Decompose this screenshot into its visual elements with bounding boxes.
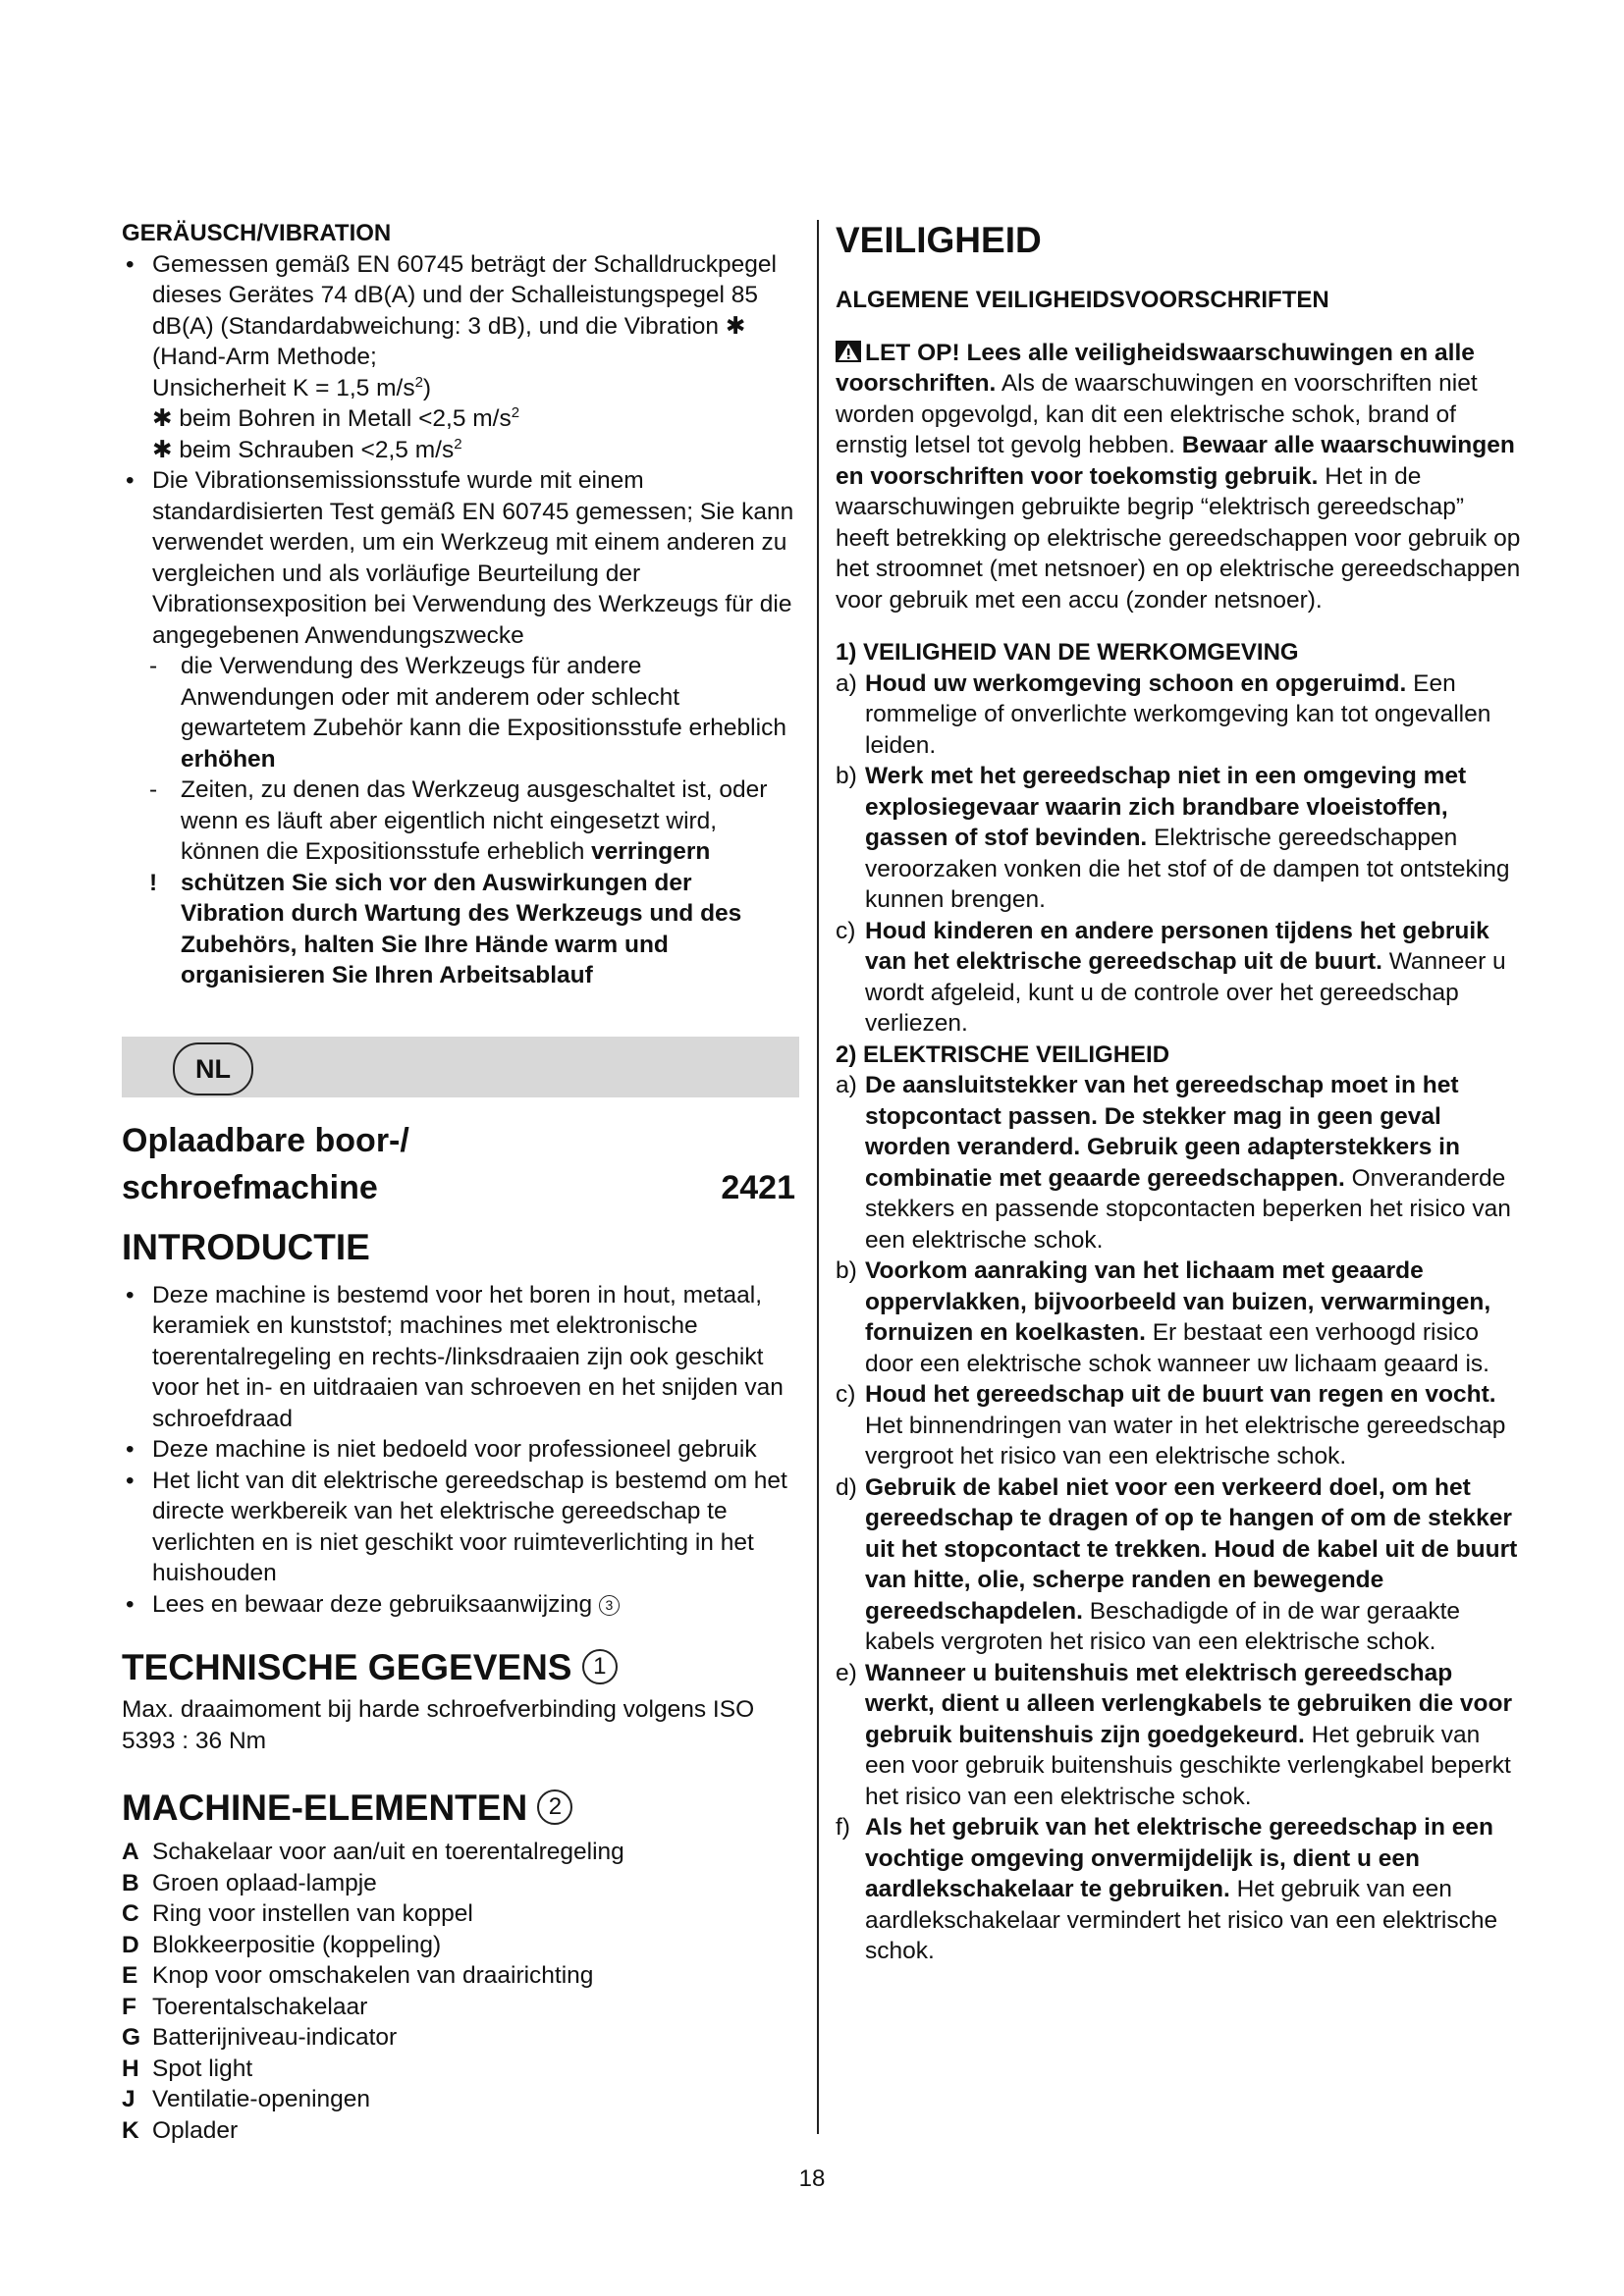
element-key: E: [122, 1962, 138, 1989]
noise-sub-item-1-bold: erhöhen: [181, 745, 276, 773]
introduction-title: INTRODUCTIE: [122, 1226, 370, 1267]
rule-key: d): [836, 1473, 857, 1501]
element-key: A: [122, 1839, 139, 1865]
dash-marker: -: [149, 653, 158, 679]
uncertainty-text: Unsicherheit K = 1,5 m/s: [152, 374, 415, 401]
rule-key: e): [836, 1659, 857, 1686]
element-label: Knop voor omschakelen van draairichting: [152, 1962, 594, 1989]
rule-key: b): [836, 763, 857, 789]
language-bar: [122, 1037, 799, 1097]
technical-data-title-text: TECHNISCHE GEGEVENS: [122, 1647, 572, 1687]
rule-bold: Werk met het gereedschap niet in een omgeving met explosiegevaar waarin zich brandbare vloeistoffen, gassen of stof bevinden.: [865, 763, 1467, 851]
noise-bullet-1-text: Gemessen gemäß EN 60745 beträgt der Schalldruckpegel dieses Gerätes 74 dB(A) und der Schalleistungspegel 85 dB(A) (Standardabweichung: 3 dB), und die Vibration ✱ (Hand-Arm Methode;: [152, 250, 777, 370]
noise-bullet-1: [122, 249, 799, 466]
product-title-line-2: schroefmachine: [122, 1168, 378, 1206]
warning-text-1: Als de waarschuwingen en voorschriften niet worden opgevolgd, kan dit een elektrische schok, brand of ernstig letsel tot gevolg hebben.: [836, 370, 1478, 458]
technical-data-section: [122, 1645, 799, 1756]
machine-elements-title: [122, 1786, 799, 1831]
element-label: Blokkeerpositie (koppeling): [152, 1931, 442, 1958]
technical-data-title: [122, 1645, 799, 1690]
machine-elements-section: [122, 1786, 799, 2146]
vibration-drilling: [152, 403, 799, 435]
element-key: C: [122, 1900, 139, 1927]
work-area-safety-list: [836, 668, 1523, 1040]
machine-element-item: [122, 2115, 799, 2147]
rule-text: Het binnendringen van water in het elektrische gereedschap vergroot het risico van een elektrische schok.: [865, 1412, 1506, 1469]
vibration-drilling-text: ✱ beim Bohren in Metall <2,5 m/s: [152, 405, 512, 432]
superscript: 2: [511, 403, 520, 421]
intro-bullet-4-text: Lees en bewaar deze gebruiksaanwijzing: [152, 1590, 593, 1618]
rule-text: Elektrische gereedschappen veroorzaken vonken die het stof of de dampen tot ontsteking kunnen brengen.: [865, 825, 1510, 913]
noise-bullet-list: [122, 249, 799, 652]
machine-element-item: [122, 1868, 799, 1899]
introduction-list: [122, 1280, 799, 1621]
language-badge: NL: [173, 1042, 253, 1095]
machine-element-item: [122, 2054, 799, 2085]
rule-bold: De aansluitstekker van het gereedschap moet in het stopcontact passen. De stekker mag in geen geval worden veranderd. Gebruik geen adapterstekkers in combinatie met geaarde gereedschappen.: [865, 1072, 1460, 1192]
page-number: 18: [798, 2165, 826, 2192]
noise-sub-item-2-bold: verringern: [591, 838, 711, 865]
element-key: H: [122, 2055, 139, 2082]
safety-rule: [836, 1379, 1523, 1472]
rule-text: Er bestaat een verhoogd risico door een elektrische schok wanneer uw lichaam geaard is.: [865, 1319, 1489, 1377]
column-divider: [817, 220, 819, 2134]
rule-text: Beschadigde of in de war geraakte kabels vergroten het risico van een elektrische schok.: [865, 1597, 1461, 1655]
product-title-line-1: Oplaadbare boor-/: [122, 1121, 409, 1159]
rule-bold: Gebruik de kabel niet voor een verkeerd doel, om het gereedschap te dragen of op te hangen of om de stekker uit het stopcontact te trekken. Houd de kabel uit de buurt van hitte, olie, scherpe randen en bewegende gereedschapdelen.: [865, 1473, 1518, 1625]
safety-title: VEILIGHEID: [836, 220, 1042, 260]
superscript: 2: [414, 373, 423, 391]
intro-bullet-3: • Het licht van dit elektrische gereedschap is bestemd om het directe werkbereik van het elektrische gereedschap te verlichten en is niet geschikt voor ruimteverlichting in het huishouden: [122, 1466, 799, 1589]
intro-bullet-2: • Deze machine is niet bedoeld voor professioneel gebruik: [122, 1434, 799, 1466]
noise-sub-item-2: [122, 774, 799, 868]
noise-vibration-title: GERÄUSCH/VIBRATION: [122, 220, 392, 246]
electrical-safety-title: 2) ELEKTRISCHE VEILIGHEID: [836, 1041, 1170, 1068]
figure-reference-2: 2: [537, 1789, 572, 1825]
dash-marker: -: [149, 776, 158, 803]
introduction-section: [122, 1225, 799, 1621]
rule-key: b): [836, 1257, 857, 1284]
vibration-screwing: [152, 435, 799, 466]
figure-reference-1: 1: [582, 1649, 618, 1684]
electrical-safety-list: [836, 1070, 1523, 1967]
element-key: J: [122, 2086, 135, 2112]
element-label: Spot light: [152, 2055, 253, 2082]
safety-rule: [836, 1472, 1523, 1658]
machine-element-item: [122, 2022, 799, 2054]
rule-text: Een rommelige of onverlichte werkomgeving kan tot ongevallen leiden.: [865, 669, 1491, 759]
element-key: G: [122, 2024, 141, 2051]
warning-text-2: Het in de waarschuwingen gebruikte begrip “elektrisch gereedschap” heeft betrekking op elektrische gereedschappen voor gebruik op het stroomnet (met netsnoer) en op elektrische gereedschappen voor gebruik met een accu (zonder netsnoer).: [836, 462, 1521, 614]
right-column: [836, 218, 1523, 1967]
rule-text: Wanneer u wordt afgeleid, kunt u de controle over het gereedschap verliezen.: [865, 948, 1506, 1037]
rule-bold: Voorkom aanraking van het lichaam met geaarde oppervlakken, bijvoorbeeld van buizen, verwarmingen, fornuizen en koelkasten.: [865, 1257, 1491, 1346]
machine-element-item: [122, 2084, 799, 2115]
element-label: Toerentalschakelaar: [152, 1993, 368, 2020]
rule-text: Onveranderde stekkers en passende stopcontacten beperken het risico van een elektrische schok.: [865, 1164, 1511, 1254]
vibration-screwing-text: ✱ beim Schrauben <2,5 m/s: [152, 436, 455, 463]
uncertainty-close: ): [422, 374, 432, 401]
noise-bullet-2: [122, 465, 799, 651]
technical-data-text: Max. draaimoment bij harde schroefverbinding volgens ISO 5393 : 36 Nm: [122, 1696, 755, 1754]
noise-sub-item-3-bold: schützen Sie sich vor den Auswirkungen der Vibration durch Wartung des Werkzeugs und des Zubehörs, halten Sie Ihre Hände warm und organisieren Sie Ihren Arbeitsablauf: [181, 869, 742, 988]
noise-bullet-2-text: Die Vibrationsemissionsstufe wurde mit einem standardisierten Test gemäß EN 60745 gemessen; Sie kann verwendet werden, um ein Werkzeug mit einem anderen zu vergleichen und als vorläufige Beurteilung der Vibrationsexposition bei Verwendung des Werkzeugs für die angegebenen Anwendungszwecke: [152, 467, 794, 649]
machine-element-item: [122, 1898, 799, 1930]
work-area-safety-title: 1) VEILIGHEID VAN DE WERKOMGEVING: [836, 639, 1299, 666]
machine-element-item: [122, 1930, 799, 1961]
general-safety-title: ALGEMENE VEILIGHEIDSVOORSCHRIFTEN: [836, 287, 1329, 313]
rule-bold: Als het gebruik van het elektrische gereedschap in een vochtige omgeving onvermijdelijk is, dient u een aardlekschakelaar te gebruiken.: [865, 1814, 1493, 1902]
intro-bullet-1: • Deze machine is bestemd voor het boren in hout, metaal, keramiek en kunststof; machines met elektronische toerentalregeling en rechts-/linksdraaien zijn ook geschikt voor het in- en uitdraaien van schroeven en het snijden van schroefdraad: [122, 1280, 799, 1435]
noise-sub-item-3: [122, 868, 799, 991]
rule-key: a): [836, 669, 857, 697]
intro-bullet-4: [122, 1589, 799, 1621]
rule-key: c): [836, 1381, 856, 1408]
machine-element-item: [122, 1960, 799, 1992]
rule-key: c): [836, 917, 856, 944]
electrical-safety-section: [836, 1040, 1523, 1967]
element-label: Ventilatie-openingen: [152, 2086, 371, 2112]
machine-element-item: [122, 1992, 799, 2023]
machine-elements-title-text: MACHINE-ELEMENTEN: [122, 1788, 528, 1828]
machine-elements-list: [122, 1837, 799, 2146]
element-label: Batterijniveau-indicator: [152, 2024, 398, 2051]
noise-sub-item-1-text: die Verwendung des Werkzeugs für andere Anwendungen oder mit anderem oder schlecht gewartetem Zubehör kann die Expositionsstufe erheblich: [181, 653, 786, 741]
rule-key: a): [836, 1072, 857, 1098]
product-title: [122, 1117, 799, 1211]
element-key: B: [122, 1869, 139, 1896]
element-key: F: [122, 1993, 136, 2020]
warning-triangle-icon: [836, 341, 861, 362]
product-number: 2421: [721, 1168, 795, 1206]
noise-vibration-section: [122, 218, 799, 991]
element-key: D: [122, 1931, 139, 1958]
rule-bold: Houd uw werkomgeving schoon en opgeruimd.: [865, 669, 1407, 697]
element-label: Groen oplaad-lampje: [152, 1869, 377, 1896]
safety-rule: [836, 761, 1523, 916]
safety-rule: [836, 1070, 1523, 1255]
noise-sub-item-2-text: Zeiten, zu denen das Werkzeug ausgeschaltet ist, oder wenn es läuft aber eigentlich nicht eingesetzt wird, können die Expositionsstufe erheblich: [181, 776, 768, 865]
warning-bold-2: Bewaar alle waarschuwingen en voorschriften voor toekomstig gebruik.: [836, 432, 1515, 490]
element-label: Schakelaar voor aan/uit en toerentalregeling: [152, 1839, 624, 1865]
general-warning-paragraph: [836, 338, 1523, 616]
noise-sub-item-1: [122, 651, 799, 774]
safety-rule: [836, 1812, 1523, 1967]
uncertainty-line: [152, 373, 799, 404]
safety-rule: [836, 916, 1523, 1040]
rule-text: Het gebruik van een voor gebruik buitenshuis geschikte verlengkabel beperkt het risico van een elektrische schok.: [865, 1721, 1511, 1810]
safety-rule: [836, 668, 1523, 762]
warning-bold-1: LET OP! Lees alle veiligheidswaarschuwingen en alle voorschriften.: [836, 339, 1475, 397]
rule-bold: Wanneer u buitenshuis met elektrisch gereedschap werkt, dient u alleen verlengkabels te gebruiken die voor gebruik buitenshuis zijn goedgekeurd.: [865, 1659, 1512, 1748]
element-key: K: [122, 2116, 139, 2144]
superscript: 2: [454, 435, 462, 453]
left-column: [122, 218, 799, 2146]
rule-bold: Houd het gereedschap uit de buurt van regen en vocht.: [865, 1381, 1496, 1408]
machine-element-item: [122, 1837, 799, 1868]
rule-key: f): [836, 1814, 850, 1841]
element-label: Ring voor instellen van koppel: [152, 1900, 473, 1927]
element-label: Oplader: [152, 2116, 239, 2144]
rule-bold: Houd kinderen en andere personen tijdens het gebruik van het elektrische gereedschap uit de buurt.: [865, 917, 1489, 975]
work-area-safety-section: [836, 637, 1523, 1040]
rule-text: Het gebruik van een aardlekschakelaar vermindert het risico van een elektrische schok.: [865, 1876, 1498, 1964]
figure-reference-3: 3: [599, 1595, 620, 1616]
safety-rule: [836, 1255, 1523, 1379]
safety-rule: [836, 1658, 1523, 1813]
exclamation-marker: !: [149, 869, 158, 896]
